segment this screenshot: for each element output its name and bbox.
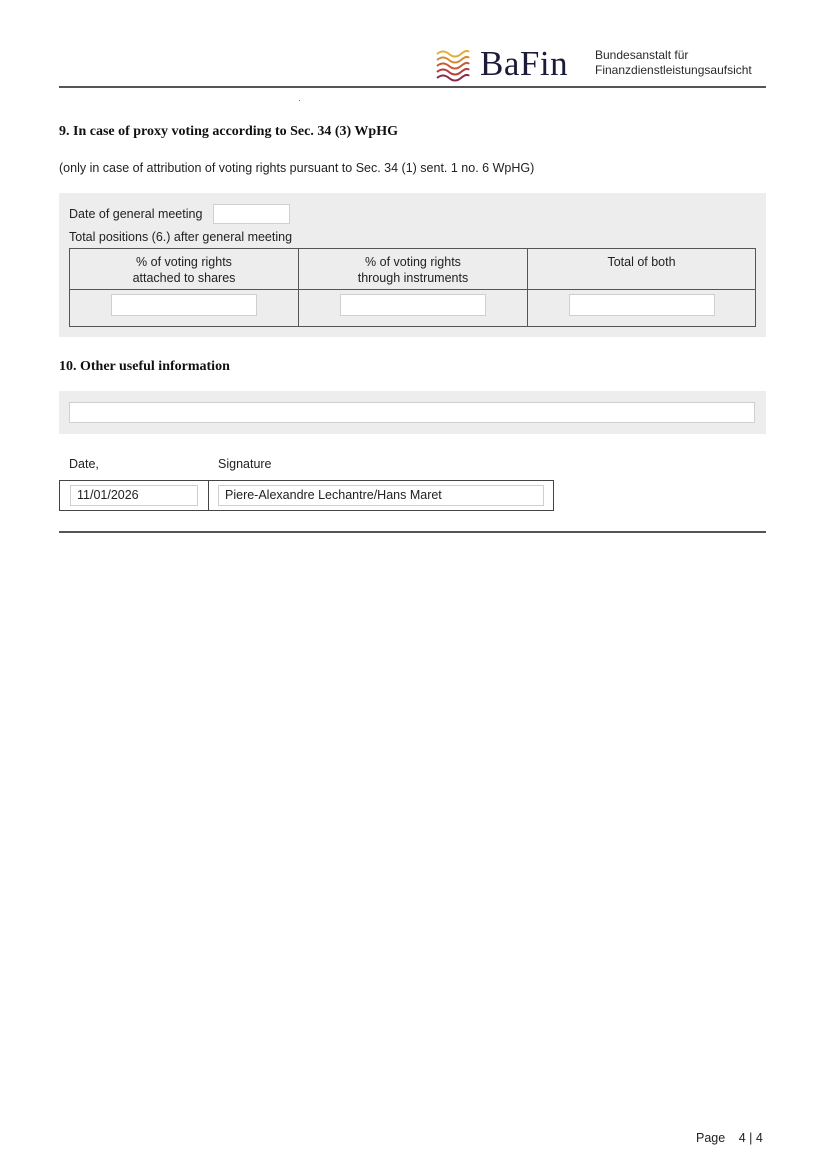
signature-box xyxy=(59,480,554,511)
section-9-note: (only in case of attribution of voting rights pursuant to Sec. 34 (1) sent. 1 no. 6 WpHG) xyxy=(59,161,535,175)
instruments-percent-input[interactable] xyxy=(340,294,486,316)
signature-divider xyxy=(208,481,209,510)
page-header xyxy=(0,0,825,90)
other-info-input[interactable] xyxy=(69,402,755,423)
date-input[interactable]: 11/01/2026 xyxy=(70,485,198,506)
column-shares xyxy=(70,249,298,326)
page-label: Page xyxy=(696,1131,726,1145)
authority-line-1: Bundesanstalt für xyxy=(595,48,689,62)
column-header-total: Total of both xyxy=(607,255,676,269)
bafin-logo-text: BaFin xyxy=(480,44,569,83)
total-percent-input[interactable] xyxy=(569,294,715,316)
authority-line-2: Finanzdienstleistungsaufsicht xyxy=(595,63,752,77)
authority-name xyxy=(595,48,752,78)
total-positions-label: Total positions (6.) after general meeting xyxy=(69,230,293,244)
date-label: Date, xyxy=(69,457,99,471)
column-instruments xyxy=(299,249,527,326)
end-divider xyxy=(59,531,766,533)
column-header-instruments: % of voting rights through instruments xyxy=(357,255,469,285)
column-total xyxy=(528,249,755,326)
bafin-wave-logo-icon xyxy=(435,46,471,82)
page-footer xyxy=(696,1131,763,1145)
header-row-divider xyxy=(70,289,755,290)
shares-percent-input[interactable] xyxy=(111,294,257,316)
general-meeting-date-input[interactable] xyxy=(213,204,290,224)
column-header-shares: % of voting rights attached to shares xyxy=(132,255,236,285)
page-number: 4 | 4 xyxy=(738,1131,763,1145)
signature-label: Signature xyxy=(218,457,272,471)
signature-input[interactable]: Piere-Alexandre Lechantre/Hans Maret xyxy=(218,485,544,506)
stray-dot xyxy=(299,100,300,101)
section-10-title: 10. Other useful information xyxy=(59,359,230,374)
header-divider xyxy=(59,86,766,88)
general-meeting-date-label: Date of general meeting xyxy=(69,207,203,221)
proxy-voting-table xyxy=(69,248,756,327)
other-info-panel xyxy=(59,391,766,434)
section-9-title: 9. In case of proxy voting according to Sec. 34 (3) WpHG xyxy=(59,124,398,139)
